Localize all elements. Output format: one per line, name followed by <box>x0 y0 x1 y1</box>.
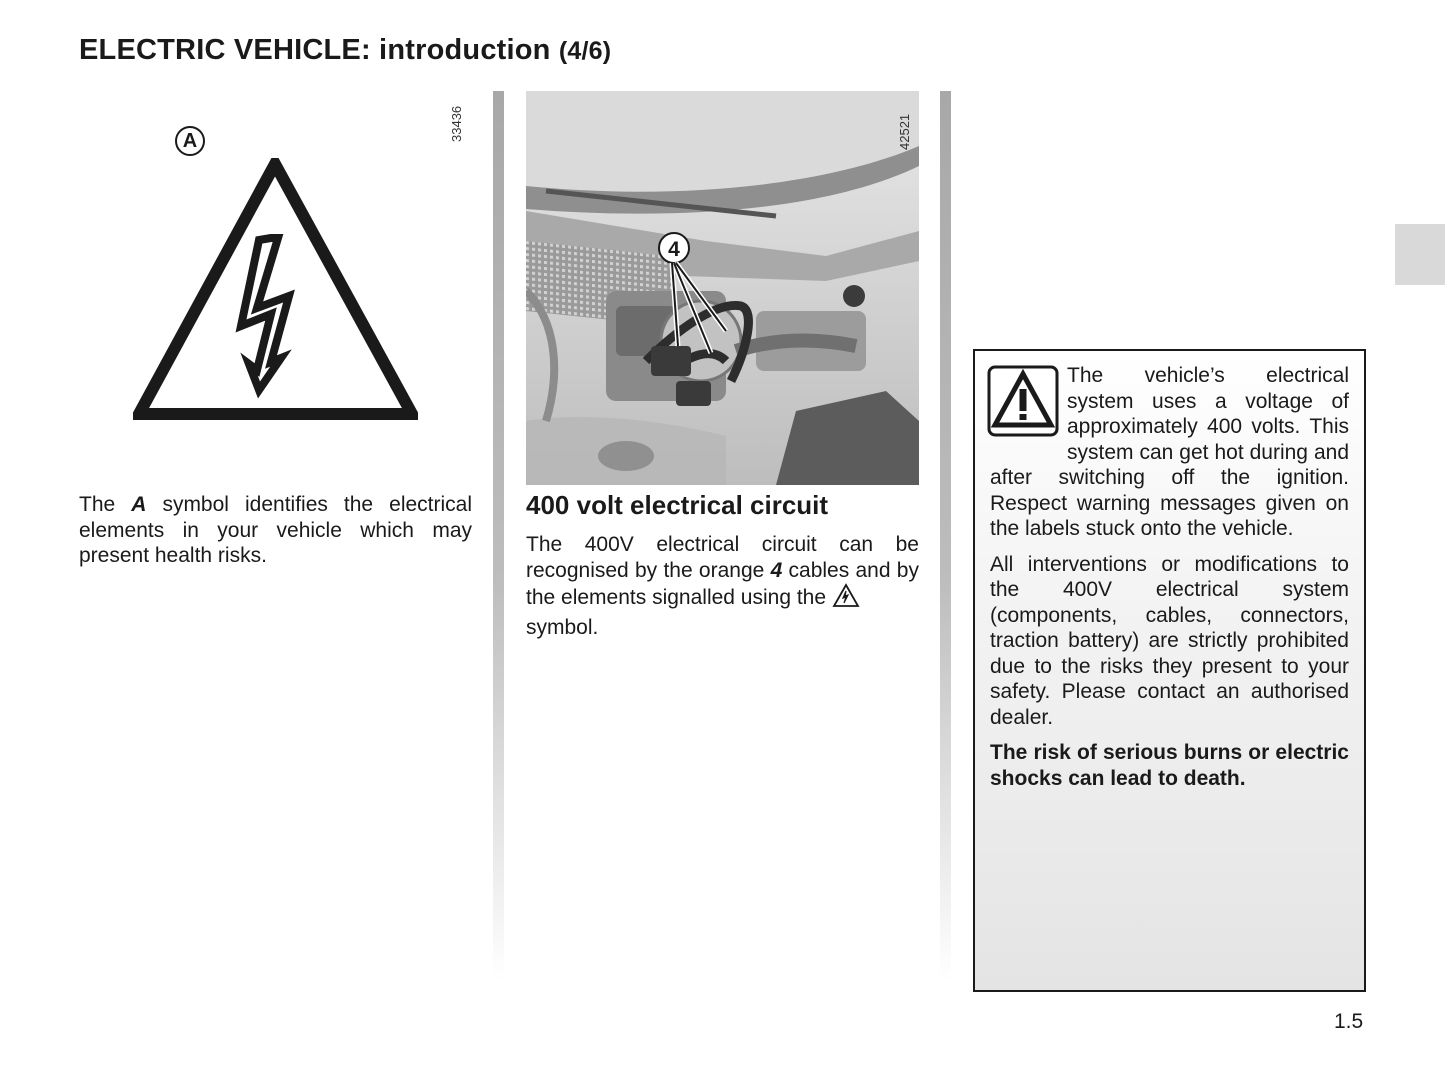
cable-mark-4: 4 <box>770 558 783 582</box>
engine-bay-photo <box>526 91 919 485</box>
symbol-description-post: symbol identifies the electrical elements in your vehicle which may present health risks. <box>79 493 472 567</box>
inline-high-voltage-icon <box>832 583 860 615</box>
section-heading: 400 volt electrical circuit <box>526 490 829 520</box>
warning-box <box>973 349 1366 992</box>
warning-paragraph-risk: The risk of serious burns or electric shocks can lead to death. <box>990 741 1349 790</box>
column-divider-left <box>493 91 504 981</box>
warning-paragraph-interventions: All interventions or modifications to the 400V electrical system (components, cables, connectors, traction battery) are strictly prohibited due to the risks they present to your safety. Please contact an authorised dealer. <box>990 552 1349 729</box>
page-number: 1.5 <box>1334 1010 1364 1033</box>
symbol-description-pre: The <box>79 493 132 516</box>
symbol-description <box>79 492 472 569</box>
callout-a: A <box>175 126 205 156</box>
figure-code-middle: 42521 <box>897 113 912 150</box>
column-divider-right <box>940 91 951 981</box>
figure-code-left: 33436 <box>449 105 464 142</box>
circuit-description <box>526 532 919 640</box>
page-index: (4/6) <box>558 37 612 65</box>
page-title <box>79 34 611 67</box>
chapter-tab <box>1395 224 1445 285</box>
symbol-mark-a: A <box>131 493 147 516</box>
page-title-text: ELECTRIC VEHICLE: introduction <box>79 34 551 66</box>
warning-paragraph-voltage: The vehicle’s electrical system uses a voltage of approximately 400 volts. This system can get hot during and after switching off the ignition. Respect warning messages given on the labels stuck onto the vehicle. <box>990 364 1349 540</box>
circuit-description-pre: The 400V electrical circuit can be recognised by the orange <box>526 533 919 582</box>
circuit-description-post: symbol. <box>526 615 599 639</box>
warning-triangle-icon <box>987 365 1059 437</box>
circuit-description-mid: cables and by the elements signalled using the <box>526 558 919 609</box>
callout-4: 4 <box>668 238 680 261</box>
high-voltage-warning-icon <box>133 158 418 425</box>
